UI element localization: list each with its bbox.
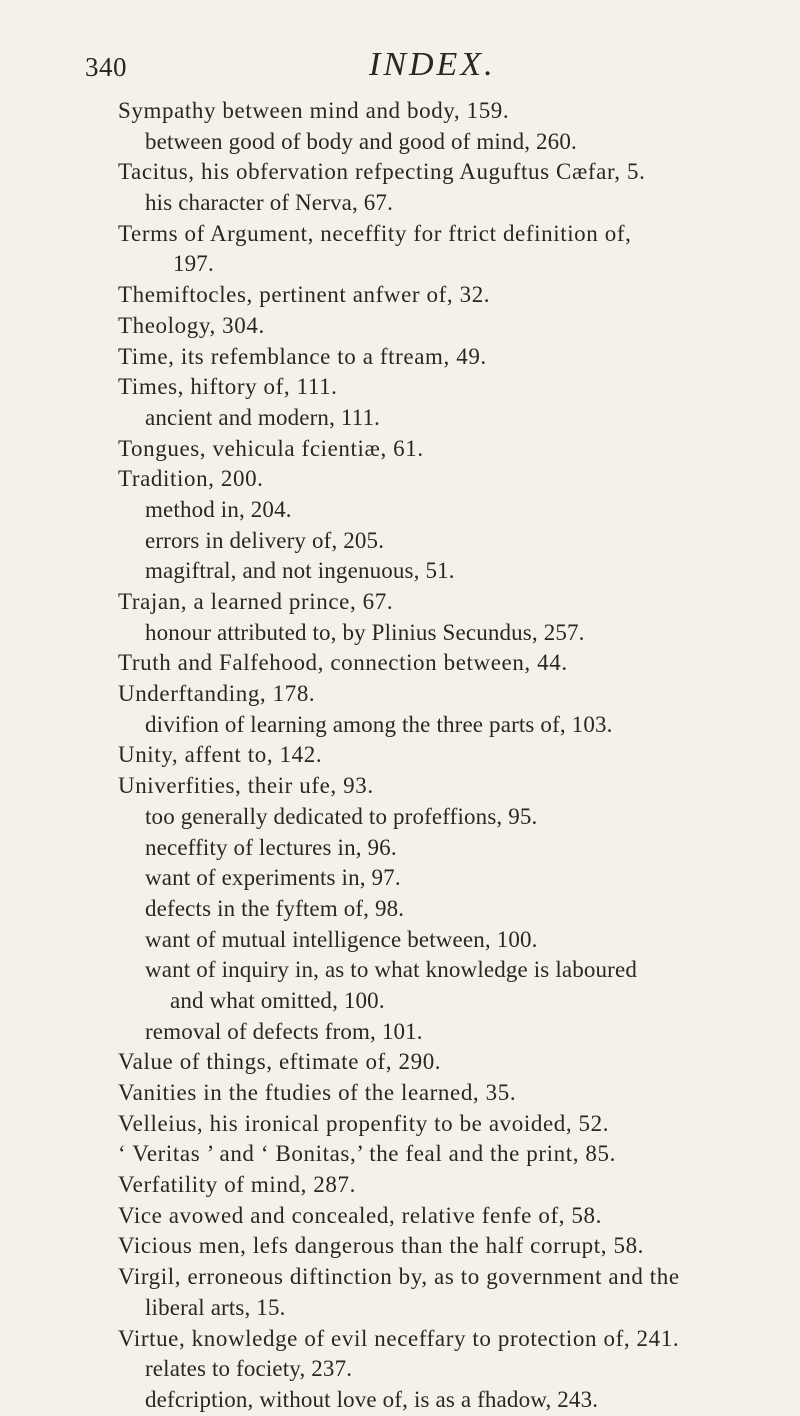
index-entry-text: Truth and Falfehood, connection between, 44. xyxy=(118,650,568,676)
index-subentry xyxy=(0,1385,800,1416)
index-entry-text: Underftanding, 178. xyxy=(118,681,316,707)
index-entry xyxy=(0,1324,800,1355)
index-subentry xyxy=(0,618,800,649)
index-entry-text: Virgil, erroneous diftinction by, as to government and the xyxy=(118,1264,680,1290)
index-entry-text: want of inquiry in, as to what knowledge is laboured xyxy=(145,957,637,983)
index-subentry xyxy=(0,403,800,434)
index-entry-text: Time, its refemblance to a ftream, 49. xyxy=(118,343,487,369)
index-entry xyxy=(0,1078,800,1109)
index-entry-text: Value of things, eftimate of, 290. xyxy=(118,1049,442,1075)
index-subentry xyxy=(0,986,800,1017)
index-entry-text: want of experiments in, 97. xyxy=(145,865,401,891)
index-entry-text: ‘ Veritas ’ and ‘ Bonitas,’ the feal and the print, 85. xyxy=(118,1141,616,1167)
index-subentry xyxy=(0,802,800,833)
index-entry xyxy=(0,157,800,188)
index-entry-text: defects in the fyftem of, 98. xyxy=(145,895,405,921)
index-entry-text: want of mutual intelligence between, 100. xyxy=(145,926,538,952)
index-entry xyxy=(0,648,800,679)
index-subentry xyxy=(0,1017,800,1048)
index-entry-text: Themiftocles, pertinent anfwer of, 32. xyxy=(118,282,491,308)
index-entry-text: his character of Nerva, 67. xyxy=(145,190,393,216)
index-entry-text: Univerfities, their ufe, 93. xyxy=(118,773,374,799)
index-entry xyxy=(0,372,800,403)
index-entry xyxy=(0,1262,800,1293)
index-entry-text: too generally dedicated to profeffions, 95. xyxy=(145,803,538,829)
index-entry-text: Theology, 304. xyxy=(118,312,265,338)
index-subentry xyxy=(0,526,800,557)
page-number: 340 xyxy=(85,52,127,82)
index-entry-text: defcription, without love of, is as a fhadow, 243. xyxy=(145,1386,599,1412)
index-entry-text: Tacitus, his obfervation refpecting Auguftus Cæfar, 5. xyxy=(118,159,646,185)
page-header xyxy=(85,44,740,90)
index-entry-text: and what omitted, 100. xyxy=(170,987,385,1013)
index-subentry xyxy=(0,894,800,925)
index-subentry xyxy=(0,1354,800,1385)
index-entry-text: Tongues, vehicula fcientiæ, 61. xyxy=(118,435,424,461)
index-entry xyxy=(0,311,800,342)
index-entry xyxy=(0,1139,800,1170)
index-entry xyxy=(0,679,800,710)
index-entry-text: Tradition, 200. xyxy=(118,466,264,492)
index-entry xyxy=(0,1170,800,1201)
index-entry-text: Velleius, his ironical propenfity to be avoided, 52. xyxy=(118,1110,610,1136)
index-entry-text: ancient and modern, 111. xyxy=(145,404,381,430)
index-entry xyxy=(0,342,800,373)
index-entry xyxy=(0,1109,800,1140)
index-entry-text: neceffity of lectures in, 96. xyxy=(145,834,397,860)
index-entry-text: Sympathy between mind and body, 159. xyxy=(118,98,510,123)
index-entry-text: removal of defects from, 101. xyxy=(145,1018,423,1044)
index-entry xyxy=(0,740,800,771)
index-entry-text: relates to fociety, 237. xyxy=(145,1356,353,1382)
index-entry-text: Virtue, knowledge of evil neceffary to protection of, 241. xyxy=(118,1325,680,1351)
index-subentry xyxy=(0,710,800,741)
index-entry-text: Terms of Argument, neceffity for ftrict definition of, xyxy=(118,220,632,246)
index-entry-text: honour attributed to, by Plinius Secundus, 257. xyxy=(145,619,585,645)
index-subentry xyxy=(0,127,800,158)
index-entry-text: Trajan, a learned prince, 67. xyxy=(118,589,394,614)
index-entry-text: liberal arts, 15. xyxy=(145,1294,286,1320)
index-subentry xyxy=(0,1293,800,1324)
index-entry-text: Verfatility of mind, 287. xyxy=(118,1172,356,1198)
index-entry-text: Vice avowed and concealed, relative fenfe of, 58. xyxy=(118,1202,602,1228)
index-subentry xyxy=(0,925,800,956)
index-subentry xyxy=(0,955,800,986)
index-entry xyxy=(0,280,800,311)
index-subentry xyxy=(0,249,800,280)
index-entry-text: method in, 204. xyxy=(145,496,292,522)
index-entry-text: errors in delivery of, 205. xyxy=(145,527,385,553)
index-entry-text: magiftral, and not ingenuous, 51. xyxy=(145,558,455,584)
index-entry xyxy=(0,464,800,495)
index-entry-text: 197. xyxy=(173,251,214,277)
index-entry-text: Vanities in the ftudies of the learned, 35. xyxy=(118,1080,517,1105)
index-entry-text: between good of body and good of mind, 260. xyxy=(145,128,577,154)
index-entry xyxy=(0,1201,800,1232)
index-entry-text: Vicious men, lefs dangerous than the half corrupt, 58. xyxy=(118,1233,645,1259)
index-entry-text: divifion of learning among the three parts of, 103. xyxy=(145,711,613,737)
index-entry-text: Times, hiftory of, 111. xyxy=(118,374,338,400)
index-entry-text: Unity, affent to, 142. xyxy=(118,742,323,768)
index-entry xyxy=(0,587,800,618)
index-entries xyxy=(0,96,800,1416)
index-subentry xyxy=(0,188,800,219)
index-entry xyxy=(0,96,800,127)
index-subentry xyxy=(0,833,800,864)
index-entry xyxy=(0,219,800,250)
index-entry xyxy=(0,771,800,802)
running-head: INDEX. xyxy=(369,46,496,83)
index-entry xyxy=(0,1231,800,1262)
index-subentry xyxy=(0,495,800,526)
index-entry xyxy=(0,434,800,465)
index-subentry xyxy=(0,863,800,894)
index-entry xyxy=(0,1047,800,1078)
index-subentry xyxy=(0,556,800,587)
